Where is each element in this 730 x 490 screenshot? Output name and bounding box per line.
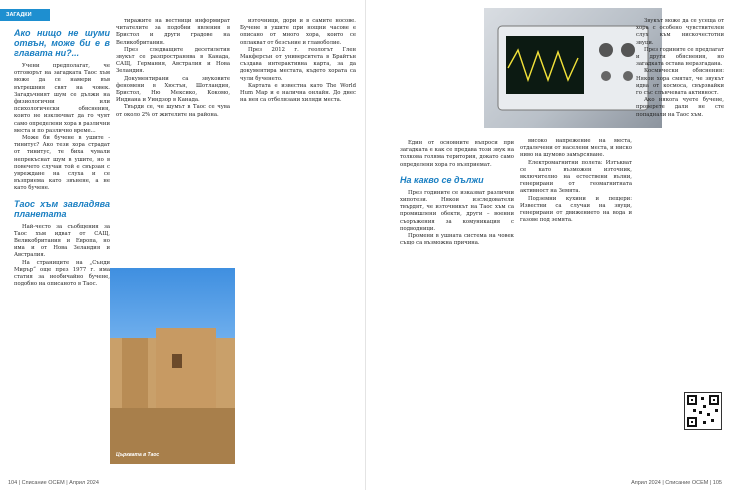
qr-code-pattern — [685, 393, 721, 429]
right-col1 — [400, 140, 514, 480]
para: Документирани са звуковите феномени в Хюстън, Шотландия, Бристол, Ню Мексико, Кокомо, Индиана и Уиндзор в Канада. — [116, 75, 230, 104]
para: Твърди се, че шумът в Таос се чува от около 2% от жителите на района. — [116, 104, 230, 118]
left-footer: 104 | Списание ОСЕМ | Април 2024 — [8, 480, 99, 486]
para: През 2012 г. геологът Глен Макферсън от университета в Брайтън създава интерактивна карта, за да документира местата, където хората са чули бученето. — [240, 46, 356, 82]
left-col3 — [240, 18, 356, 474]
photo-caption: Църквата в Таос — [116, 452, 160, 458]
para: Звукът може да се усеща от хора с особено чувствителен слух към нискочестотни звуци. — [636, 18, 724, 46]
para: източници, дори и в самите носове. Бучене в ушите при нощни часове е описано от много хора, които се оплакват от безсъние и главоболие. — [240, 18, 356, 46]
para: На страниците на „Сънди Мирър“ още през 1977 г. има статия за необичайно бучене, подобно на описаното в Таос. — [14, 259, 110, 288]
para: Най-често за съобщения за Таос хъм идват от САЩ, Великобритания и Европа, но има и от Нова Зеландия и Австралия. — [14, 223, 110, 259]
para: Ако някога чуете бучене, проверете дали не сте попаднали на Таос хъм. — [636, 97, 724, 118]
para: Учени предполагат, че отговорът на загадката Таос хъм може да се намери във вътрешния свят на човек. Загадъчният шум се дължи на физиологични или психологически обяснения, които не изключват да го чуят само определени хора в различни места и по различно време... — [14, 63, 110, 134]
right-footer: Април 2024 | Списание ОСЕМ | 105 — [631, 480, 722, 486]
section-tab: ЗАГАДКИ — [0, 9, 50, 21]
para: Картата е известна като The World Hum Map и е налична онлайн. До днес на нея са отбелязани хиляди места. — [240, 82, 356, 104]
para: високо напрежение на места, отдалечени от населени места, и ниско ниво на шумово замърсяване. — [520, 138, 632, 159]
para: Космически обяснения: Някои хора смятат, че звукът идва от космоса, свързвайки го със слънчевата активност. — [636, 68, 724, 97]
right-col2 — [520, 138, 632, 478]
para: През следващите десетилетия звукът се разпространява в Канада, САЩ, Германия, Австралия и Нова Зеландия. — [116, 46, 230, 75]
para: Подземни кухини и пещери: Известни са случаи на звуци, генерирани от движението на вода и газове под земята. — [520, 195, 632, 224]
para: Промени в ушната система на човек също са възможна причина. — [400, 233, 514, 247]
left-col2 — [116, 18, 230, 264]
church-photo — [110, 268, 235, 464]
para: През годините се предлагат и други обяснения, но загадката остава неразгадана. — [636, 46, 724, 68]
para: Може би бучене в ушите - тинитус? Ако тези хора страдат от тинитус, те биха чували непрекъснат шум в ушите, но в повечето случаи той е свързан с увреждане на слуха и се възприема като звънене, а не като бучене. — [14, 135, 110, 192]
left-col1 — [14, 28, 110, 476]
right-col3 — [636, 18, 724, 386]
para: Един от основните въпроси при загадката е как се предава този звук на толкова голяма територия, докато само определени хора го възприемат. — [400, 140, 514, 168]
para: През годините се изказват различни хипотези. Някои изследователи твърдят, че източникът на Таос хъм са промишлени обекти, други – военни съоръжения за комуникация с подводници. — [400, 189, 514, 232]
heading1: Ако нищо не шуми отвън, може би е в главата ни?... — [14, 28, 110, 58]
qr-code-icon — [684, 392, 722, 430]
heading: На какво се дължи — [400, 174, 484, 185]
adobe-church-illustration — [110, 268, 235, 464]
right-page — [365, 0, 730, 490]
heading2: Таос хъм завладява планетата — [14, 198, 110, 219]
para: Електромагнитни полета: Изтъкват се като възможен източник, включително на естествени вълни, генерирани от геомагнитната активност на Земята. — [520, 159, 632, 195]
para: тиражите на вестници информират читателите за подобни явления в Бристол и други градове на Великобритания. — [116, 18, 230, 46]
